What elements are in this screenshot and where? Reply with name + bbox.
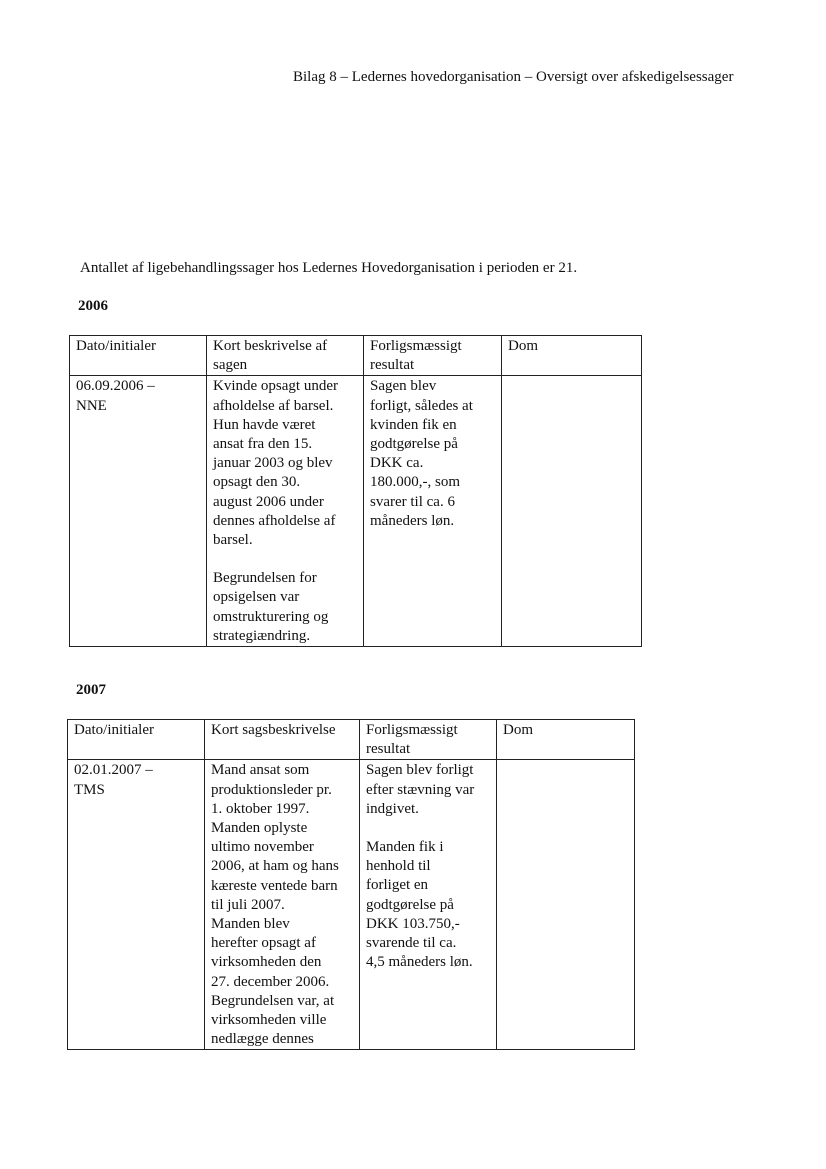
cell-date: 06.09.2006 – NNE [70,376,207,647]
column-header-settlement: Forligsmæssigt resultat [364,336,502,376]
column-header-date: Dato/initialer [68,720,205,760]
column-header-description: Kort sagsbeskrivelse [205,720,360,760]
cell-date: 02.01.2007 – TMS [68,760,205,1050]
cell-verdict [502,376,642,647]
column-header-date: Dato/initialer [70,336,207,376]
table-row [70,376,642,647]
table-row [68,760,635,1050]
cell-settlement: Sagen blev forligt, således at kvinden fik en godtgørelse på DKK ca. 180.000,-, som svarer til ca. 6 måneders løn. [364,376,502,647]
page-header: Bilag 8 – Ledernes hovedorganisation – Oversigt over afskedigelsessager [293,69,734,85]
table-header-row [70,336,642,376]
column-header-verdict: Dom [502,336,642,376]
cell-verdict [497,760,635,1050]
cell-description: Mand ansat som produktionsleder pr. 1. oktober 1997. Manden oplyste ultimo november 2006, at ham og hans kæreste ventede barn til juli 2007. Manden blev herefter opsagt af virksomheden den 27. december 2006. Begrundelsen var, at virksomheden ville nedlægge dennes [205,760,360,1050]
column-header-verdict: Dom [497,720,635,760]
cell-description: Kvinde opsagt under afholdelse af barsel. Hun havde været ansat fra den 15. januar 2003 og blev opsagt den 30. august 2006 under dennes afholdelse af barsel. Begrundelsen for opsigelsen var omstrukturering og strategiændring. [207,376,364,647]
cases-table-2006 [69,335,642,647]
table-header-row [68,720,635,760]
cases-table-2007 [67,719,635,1050]
intro-paragraph: Antallet af ligebehandlingssager hos Ledernes Hovedorganisation i perioden er 21. [80,260,578,276]
column-header-description: Kort beskrivelse af sagen [207,336,364,376]
cell-settlement: Sagen blev forligt efter stævning var indgivet. Manden fik i henhold til forliget en godtgørelse på DKK 103.750,- svarende til ca. 4,5 måneders løn. [360,760,497,1050]
section-year-2007: 2007 [76,682,106,698]
column-header-settlement: Forligsmæssigt resultat [360,720,497,760]
section-year-2006: 2006 [78,298,108,314]
